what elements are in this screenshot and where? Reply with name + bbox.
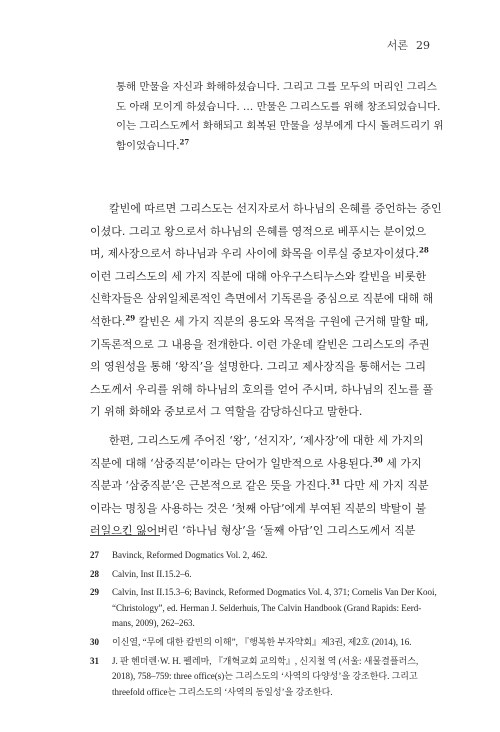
- header-title: 서론: [386, 39, 408, 52]
- body-line: 직분과 ‘삼중직분’은 근본적으로 같은 뜻을 가진다.: [90, 479, 331, 493]
- body-text: [90, 198, 440, 549]
- quote-line: 이는 그리스도께서 화해되고 회복된 만물을 성부에게 다시 돌려드리기 위: [116, 120, 444, 133]
- footnote-ref[interactable]: 30: [373, 454, 383, 464]
- footnote-line: Calvin, Inst II.15.3–6; Bavinck, Reformed Dogmatics Vol. 4, 371; Cornelis Van Der Kooi,: [112, 587, 437, 598]
- body-line: 직분에 대해 ‘삼중직분’이라는 단어가 일반적으로 사용된다.: [90, 456, 373, 470]
- body-line: 이셨다. 그리고 왕으로서 하나님의 은혜를 영적으로 베푸시는 분이었으: [90, 224, 427, 238]
- footnote-ref[interactable]: 27: [179, 137, 190, 147]
- body-line: 스도께서 우리를 위해 하나님의 호의를 얻어 주시며, 하나님의 진노를 풀: [90, 382, 434, 396]
- footnote-line: J. 판 헨더렌·W. H. 펠레마, 『개혁교회 교의학』, 신지철 역 (서울: 새물결플러스,: [112, 655, 419, 666]
- body-line: 한편, 그리스도께 주어진 ‘왕’, ‘선지자’, ‘제사장’에 대한 세 가지의: [109, 433, 424, 447]
- footnote-number: 30: [90, 636, 99, 647]
- footnote-line: 이신열, “무에 대한 칼빈의 이해”, 『행복한 부자약회』제3권, 제2호 (2014), 16.: [112, 636, 412, 647]
- footnote: [90, 585, 440, 632]
- body-line: 러일으킨 잃어버린 ‘하나님 형상’을 ‘둘째 아담’인 그리스도께서 직분: [90, 524, 416, 538]
- body-line: 칼빈은 세 가지 직분의 용도와 목적을 구원에 근거해 말할 때,: [135, 314, 429, 328]
- body-line: 의 영원성을 통해 ‘왕직’을 설명한다. 그리고 제사장직을 통해서는 그리: [90, 360, 426, 374]
- footnote-number: 28: [90, 568, 99, 579]
- footnote-line: Bavinck, Reformed Dogmatics Vol. 2, 462.: [112, 550, 268, 560]
- running-header: [387, 37, 430, 53]
- body-line: 기독론적으로 그 내용을 전개한다. 이런 가운데 칼빈은 그리스도의 주권: [90, 337, 430, 351]
- footnote-number: 31: [90, 655, 99, 666]
- footnote-number: 27: [90, 550, 99, 560]
- paragraph: [90, 198, 440, 424]
- body-line: 이라는 명칭을 사용하는 것은 ‘첫째 아담’에게 부여된 직분의 박탈이 불: [90, 501, 426, 515]
- paragraph: [90, 430, 440, 543]
- footnote-line: threefold office는 그리스도의 ‘사역의 동일성’을 강조한다.: [112, 686, 333, 697]
- footnote-line: “Christology”, ed. Herman J. Selderhuis, The Calvin Handbook (Grand Rapids: Eerd-: [112, 602, 422, 613]
- footnote: [90, 654, 440, 701]
- body-line: 다만 세 가지 직분: [340, 479, 429, 493]
- quote-line: 통해 만물을 자신과 화해하셨습니다. 그리고 그를 모두의 머리인 그리스: [116, 81, 437, 93]
- body-line: 며, 제사장으로서 하나님과 우리 사이에 화목을 이루실 중보자이셨다.: [90, 247, 419, 261]
- page-number: 29: [416, 39, 430, 52]
- footnote-line: mans, 2009), 262–263.: [112, 618, 195, 629]
- quote-line: 도 아래 모이게 하셨습니다. … 만물은 그리스도를 위해 창조되었습니다.: [116, 100, 441, 113]
- body-line: 기 위해 화해와 중보로서 그 역할을 감당하신다고 말한다.: [90, 405, 363, 419]
- footnotes: [90, 548, 440, 703]
- body-line: 이런 그리스도의 세 가지 직분에 대해 아우구스티누스와 칼빈을 비롯한: [90, 269, 427, 283]
- footnote-ref[interactable]: 31: [330, 477, 341, 487]
- footnote: [90, 548, 440, 564]
- body-line: 신학자들은 삼위일체론적인 측면에서 기독론을 중심으로 직분에 대해 해: [90, 292, 434, 306]
- body-line: 석한다.: [90, 314, 126, 328]
- footnote-ref[interactable]: 28: [419, 245, 429, 255]
- quote-line: 함이었습니다.: [116, 139, 180, 152]
- footnote-number: 29: [90, 587, 99, 598]
- footnote: [90, 567, 440, 583]
- footnote-ref[interactable]: 29: [125, 313, 136, 323]
- body-line: 세 가지: [382, 456, 422, 470]
- footnote: [90, 635, 440, 651]
- footnote-divider: [90, 535, 160, 536]
- footnote-line: Calvin, Inst II.15.2–6.: [112, 568, 192, 579]
- footnote-line: 2018), 758–759: three office(s)는 그리스도의 ‘사역의 다양성’을 강조한다. 그리고: [112, 671, 418, 682]
- body-line: 칼빈에 따르면 그리스도는 선지자로서 하나님의 은혜를 증언하는 증인: [109, 202, 442, 215]
- block-quote: [116, 78, 444, 156]
